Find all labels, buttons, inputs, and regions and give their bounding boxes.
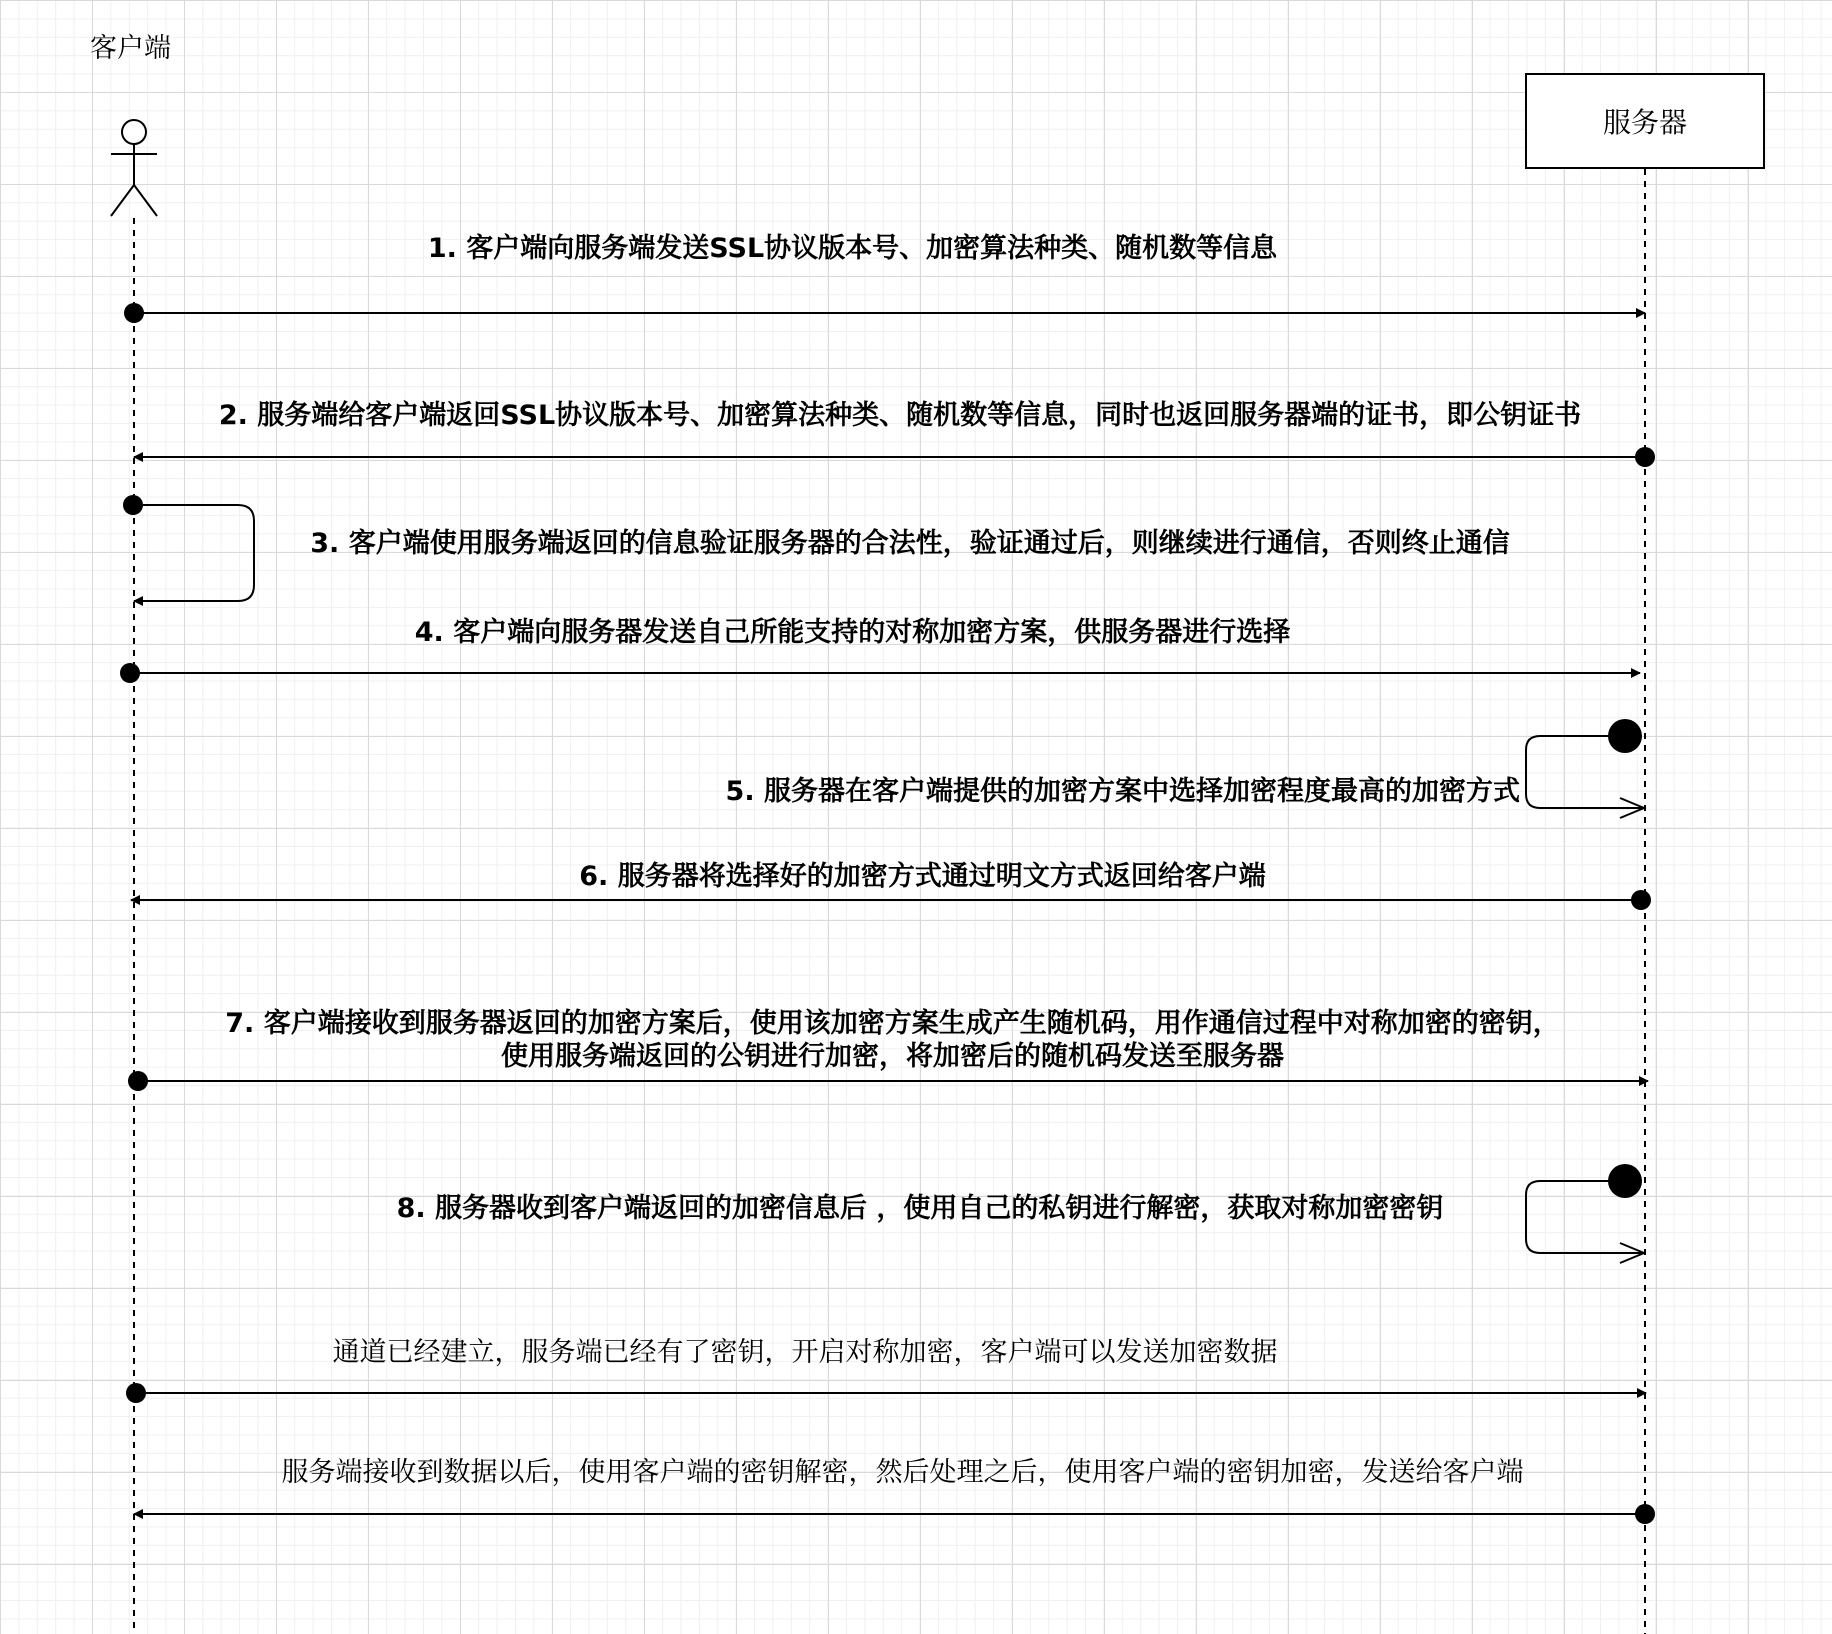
message-1-label	[130, 232, 1575, 265]
message-1-text: 1. 客户端向服务端发送SSL协议版本号、加密算法种类、随机数等信息	[427, 233, 1278, 264]
message-5-arrow	[1526, 719, 1644, 818]
message-4-arrow	[120, 663, 1640, 683]
message-8-arrow	[1526, 1164, 1644, 1263]
message-2-arrow	[134, 447, 1655, 467]
message-6-text: 6. 服务器将选择好的加密方式通过明文方式返回给客户端	[579, 861, 1266, 892]
message-4-text: 4. 客户端向服务器发送自己所能支持的对称加密方案，供服务器进行选择	[414, 617, 1291, 648]
server-label: 服务器	[1602, 106, 1687, 139]
message-10-arrow	[134, 1504, 1655, 1524]
message-3-arrow	[123, 495, 254, 601]
message-2-text: 2. 服务端给客户端返回SSL协议版本号、加密算法种类、随机数等信息，同时也返回服务器端的证书，即公钥证书	[218, 400, 1582, 431]
message-9-label	[130, 1336, 1480, 1369]
message-6-arrow	[131, 890, 1651, 910]
message-3-label	[255, 527, 1565, 560]
message-10-label	[130, 1456, 1675, 1489]
message-3-text: 3. 客户端使用服务端返回的信息验证服务器的合法性，验证通过后，则继续进行通信，否则终止通信	[310, 528, 1510, 559]
message-8-label	[360, 1192, 1480, 1225]
message-9-arrow	[126, 1383, 1646, 1403]
message-7-arrow	[128, 1071, 1648, 1091]
message-8-text: 8. 服务器收到客户端返回的加密信息后 ，使用自己的私钥进行解密，获取对称加密密钥	[396, 1193, 1444, 1224]
message-5-label	[670, 775, 1520, 808]
message-10-text: 服务端接收到数据以后，使用客户端的密钥解密，然后处理之后，使用客户端的密钥加密，发送给客户端	[281, 1457, 1524, 1488]
message-7-label	[130, 1007, 1655, 1073]
message-1-arrow	[124, 303, 1645, 323]
server-participant-box	[1525, 73, 1765, 169]
message-2-label	[130, 399, 1670, 432]
client-label: 客户端	[90, 33, 171, 64]
message-9-text: 通道已经建立，服务端已经有了密钥，开启对称加密，客户端可以发送加密数据	[332, 1337, 1278, 1368]
message-7-text-line-1: 7. 客户端接收到服务器返回的加密方案后，使用该加密方案生成产生随机码，用作通信过程中对称加密的密钥，	[225, 1008, 1560, 1039]
message-6-label	[130, 860, 1715, 893]
message-5-text: 5. 服务器在客户端提供的加密方案中选择加密程度最高的加密方式	[725, 776, 1520, 807]
message-4-label	[130, 616, 1575, 649]
client-actor-icon	[111, 120, 157, 216]
message-7-text-line-2: 使用服务端返回的公钥进行加密，将加密后的随机码发送至服务器	[501, 1041, 1284, 1072]
